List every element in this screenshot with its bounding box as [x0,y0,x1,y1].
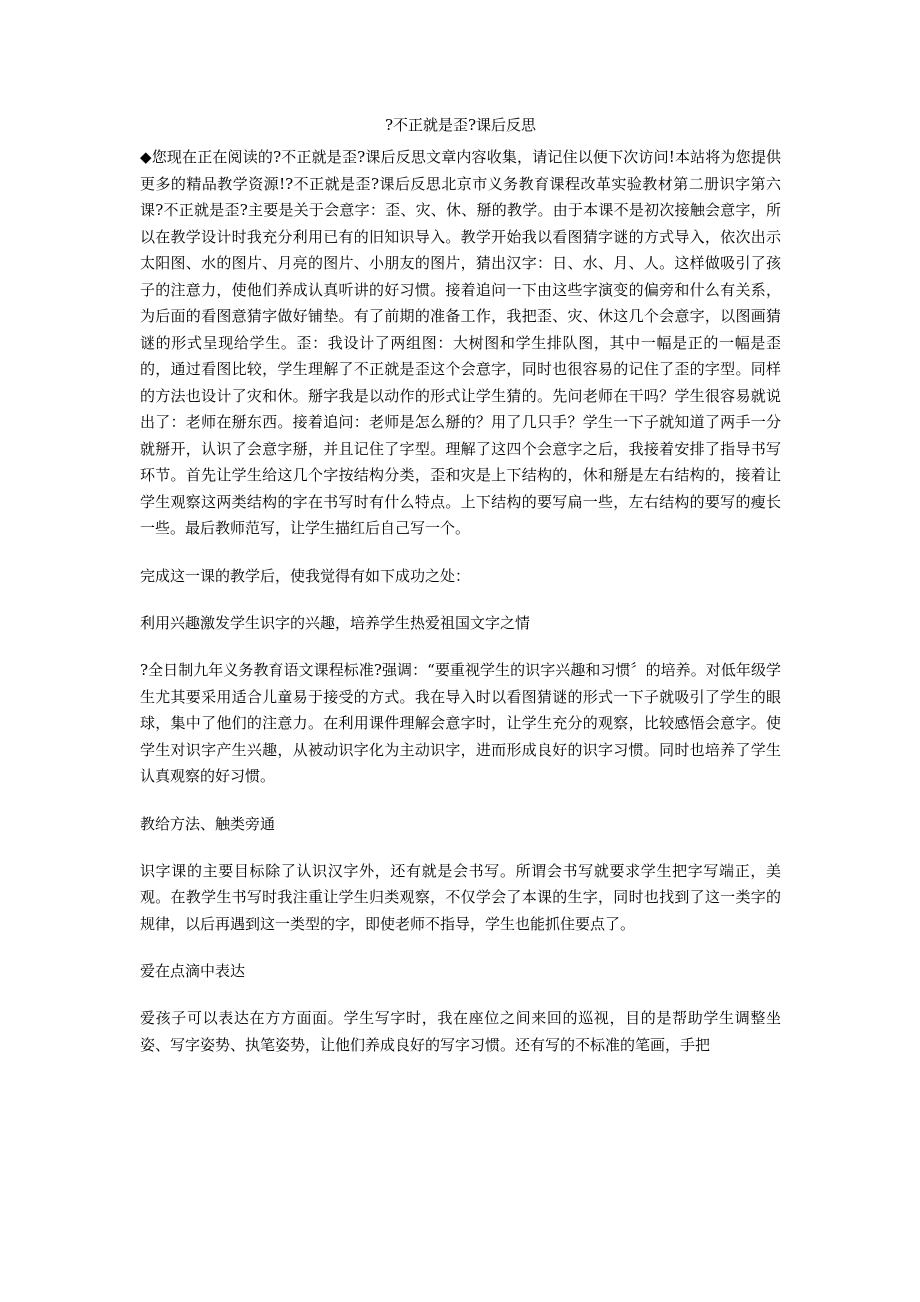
section-heading-interest: 利用兴趣激发学生识字的兴趣，培养学生热爱祖国文字之情 [140,614,531,632]
section-heading-love: 爱在点滴中表达 [140,962,246,980]
intro-paragraph: ◆您现在正在阅读的?不正就是歪?课后反思文章内容收集，请记住以便下次访问!本站将为您提供更多的精品教学资源!?不正就是歪?课后反思北京市义务教育课程改革实验教材第二册识字第六课?不正就是歪?主要是关于会意字：歪、灾、休、掰的教学。由于本课不是初次接触会意字，所以在教学设计时我充分利用已有的旧知识导入。教学开始我以看图猜字谜的方式导入，依次出示 太阳图、水的图片、月亮的图片、小朋友的图片，猜出汉字：日、水、月、人。这样做吸引了孩子的注意力，使他们养成认真听讲的好习惯。接着追问一下由这些字演变的偏旁和什么有关系，为后面的看图意猜字做好铺垫。有了前期的准备工作，我把歪、灾、休这几个会意字，以图画猜谜的形式呈现给学生。歪：我设计了两组图：大树图和学生排队图，其中一幅是正的一幅是歪的，通过看图比较，学生理解了不正就是歪这个会意字，同时也很容易的记住了歪的字型。同样的方法也设计了灾和休。掰字我是以动作的形式让学生猜的。先问老师在干吗？学生很容易就说出了：老师在掰东西。接着追问：老师是怎么掰的？用了几只手？学生一下子就知道了两手一分就掰开，认识了会意字掰，并且记住了字型。理解了这四个会意字之后，我接着安排了指导书写环节。首先让学生给这几个字按结构分类，歪和灾是上下结构的，休和掰是左右结构的，接着让学生观察这两类结构的字在书写时有什么特点。上下结构的要写扁一些，左右结构的要写的瘦长一些。最后教师范写，让学生描红后自己写一个。 [140,148,781,537]
document-page [140,112,781,1058]
section-body-interest: ?全日制九年义务教育语文课程标准?强调：“要重视学生的识字兴趣和习惯〞的培养。对低年级学生尤其要采用适合儿童易于接受的方式。我在导入时以看图猜谜的形式一下子就吸引了学生的眼球，集中了他们的注意力。在利用课件理解会意字时，让学生充分的观察，比较感悟会意字。使学生对识字产生兴趣，从被动识字化为主动识字，进而形成良好的识字习惯。同时也培养了学生认真观察的好习惯。 [140,661,781,785]
section-heading-method: 教给方法、触类旁通 [140,814,276,833]
section-body-method: 识字课的主要目标除了认识汉字外，还有就是会书写。所谓会书写就要求学生把字写端正，美观。在教学生书写时我注重让学生归类观察，不仅学会了本课的生字，同时也找到了这一类字的规律，以后再遇到这一类型的字，即使老师不指导，学生也能抓住要点了。 [140,861,781,933]
document-title: ?不正就是歪?课后反思 [384,116,537,134]
section-body-love: 爱孩子可以表达在方方面面。学生写字时，我在座位之间来回的巡视，目的是帮助学生调整坐姿、写字姿势、执笔姿势，让他们养成良好的写字习惯。还有写的不标准的笔画，手把 [140,1009,781,1054]
summary-paragraph: 完成这一课的教学后，使我觉得有如下成功之处： [140,566,471,585]
